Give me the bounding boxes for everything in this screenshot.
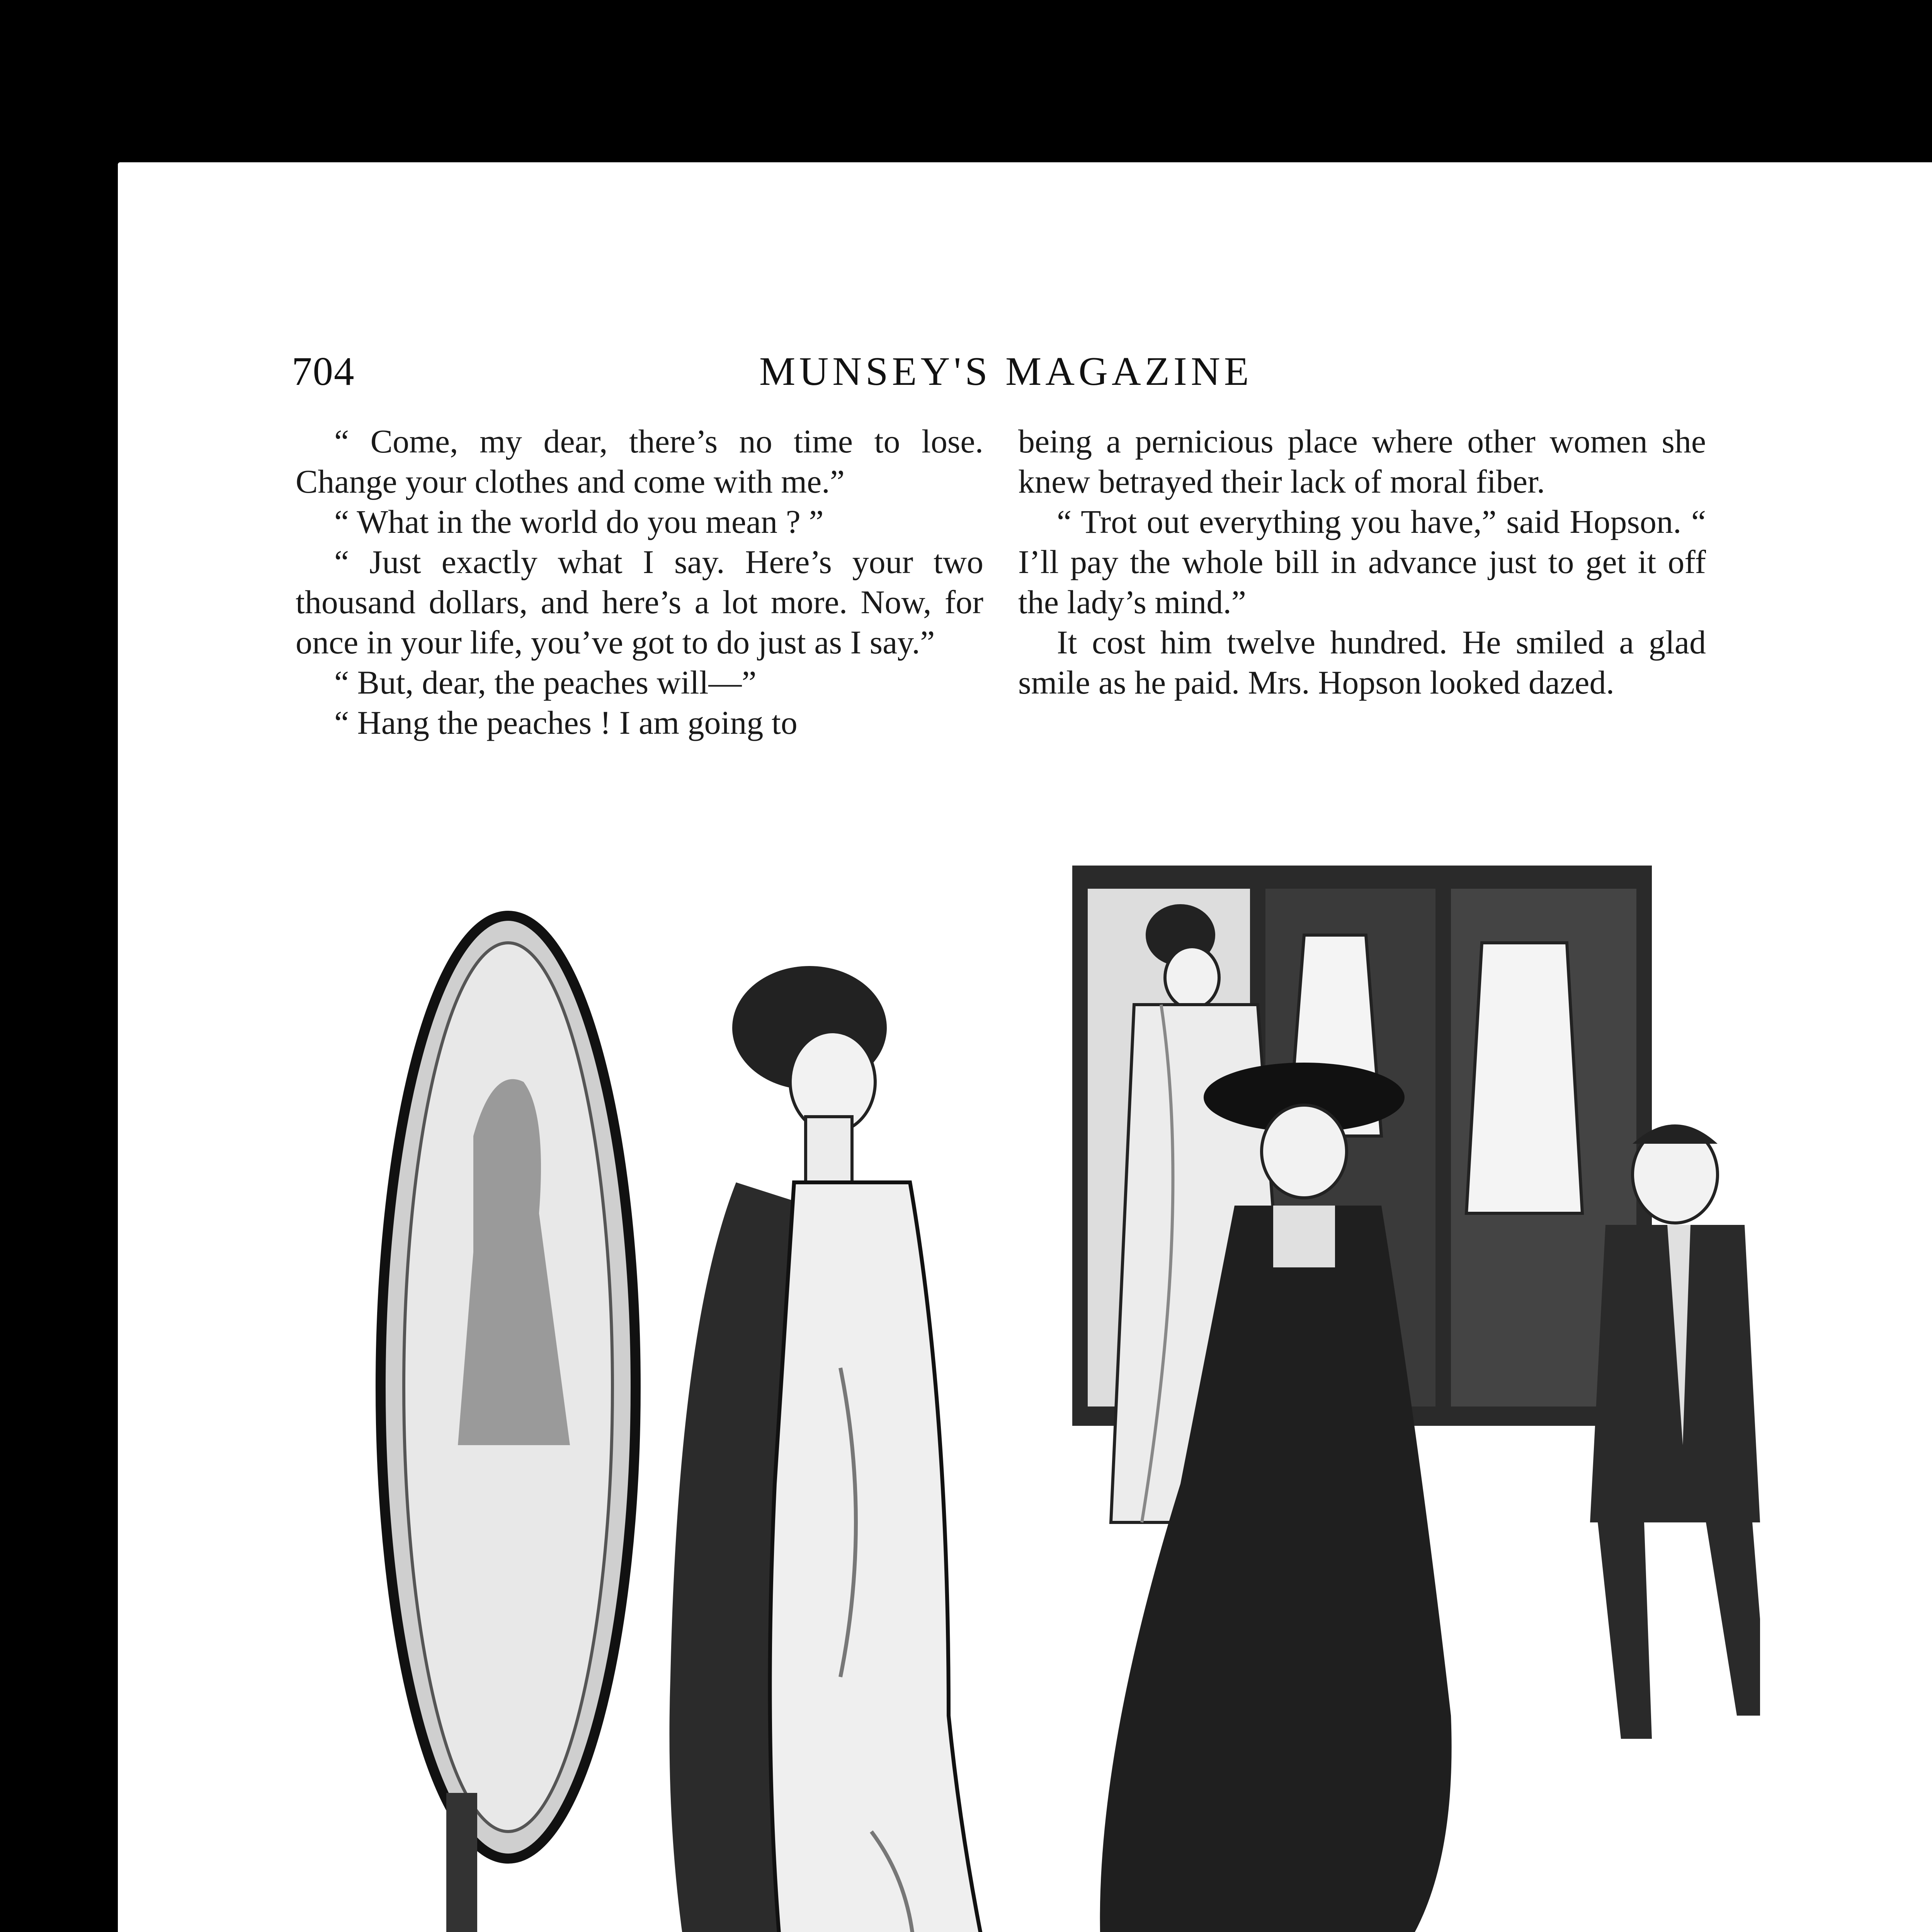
paragraph: “ But, dear, the peaches will—”: [334, 664, 757, 701]
running-head: [118, 348, 1932, 410]
paragraph: “ What in the world do you mean ? ”: [334, 503, 824, 540]
magazine-page: [118, 162, 1932, 1932]
cheval-mirror: [361, 916, 663, 1932]
paragraph: “ Come, my dear, there’s no time to lose. Change your clothes and come with me.”: [296, 423, 983, 500]
top-right-column: [1018, 421, 1706, 702]
paragraph: “ Hang the peaches ! I am going to: [334, 704, 798, 741]
illustration: [292, 866, 1760, 1932]
page-number: 704: [292, 349, 355, 394]
magazine-title: MUNSEY'S MAGAZINE: [759, 349, 1253, 394]
paragraph: “ Trot out everything you have,” said Hopson. “ I’ll pay the whole bill in advance just to get it off the lady’s mind.”: [1018, 503, 1706, 621]
paragraph: being a pernicious place where other women she knew betrayed their lack of moral fiber.: [1018, 423, 1706, 500]
woman-in-gown: [670, 966, 1042, 1932]
top-left-column: [296, 421, 983, 743]
paragraph: “ Just exactly what I say. Here’s your two thousand dollars, and here’s a lot more. Now, for once in your life, you’ve got to do just as I say.”: [296, 543, 983, 661]
paragraph: It cost him twelve hundred. He smiled a glad smile as he paid. Mrs. Hopson looked dazed.: [1018, 624, 1706, 701]
